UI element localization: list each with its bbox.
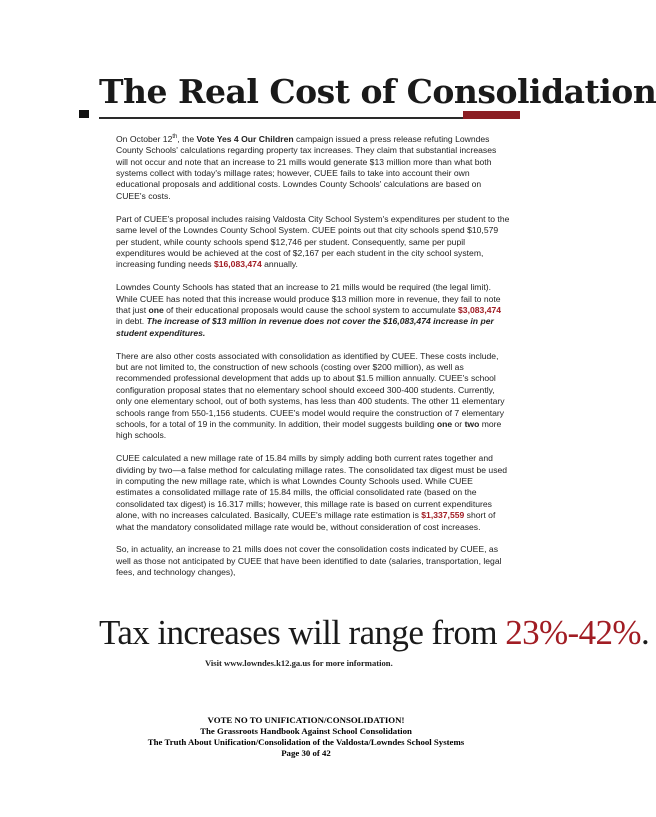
paragraph-3: Lowndes County Schools has stated that an increase to 21 mills would be required (the legal limit). While CUEE has noted that this increase would produce $13 million more in revenue, they fail to note that just one of their educational proposals would cause the school system to accumulate $3,083,474 in debt. The increase of $13 million in revenue does not cover the $16,083,474 increase in per student expenditures. bbox=[116, 282, 502, 338]
page-title: The Real Cost of Consolidation bbox=[99, 72, 656, 111]
emphasis-text: The increase of $13 million in revenue does not cover the $16,083,474 increase in per student expenditures. bbox=[116, 316, 494, 338]
page-number: Page 30 of 42 bbox=[281, 748, 331, 758]
amount-highlight: $3,083,474 bbox=[458, 304, 502, 315]
title-rule-accent bbox=[463, 111, 520, 119]
paragraph-6: So, in actuality, an increase to 21 mills does not cover the consolidation costs indicated by CUEE, as well as those not anticipated by CUEE that have been identified to date (salaries, transportation, legal fees, and technology changes), bbox=[116, 544, 502, 578]
title-rule-left bbox=[79, 110, 89, 118]
page-footer bbox=[0, 715, 612, 759]
headline-tax-increase: Tax increases will range from 23%-42%. bbox=[99, 613, 650, 652]
amount-highlight: $1,337,559 bbox=[421, 510, 465, 521]
paragraph-4: There are also other costs associated with consolidation as identified by CUEE. These costs include, but are not limited to, the construction of new schools (costing over $200 million), as well as recommended professional development that adds up to about $1.5 million annually. CUEE's school configuration proposal states that no elementary school should exceed 300-400 students. Currently, only one elementary school, out of both systems, has less than 400 students. The other 11 elementary schools range from 550-1,156 students. CUEE's model would require the construction of 7 elementary schools, for a total of 19 in the community. In addition, their model suggests building one or two more high schools. bbox=[116, 350, 505, 441]
paragraph-2: Part of CUEE's proposal includes raising Valdosta City School System's expenditures per student to the same level of the Lowndes County School System. CUEE points out that city schools spend $10,579 per student, while county schools spend $12,746 per student. Consequently, same per pupil expenditures would be achieved at the cost of $2,167 per each student in the city school system, increasing funding needs $16,083,474 annually. bbox=[116, 213, 510, 270]
tax-range: 23%-42% bbox=[505, 613, 641, 652]
visit-website-note: Visit www.lowndes.k12.ga.us for more information. bbox=[205, 658, 393, 668]
article-body bbox=[116, 132, 510, 590]
footer-line-1: VOTE NO TO UNIFICATION/CONSOLIDATION! bbox=[207, 715, 405, 725]
footer-line-2: The Grassroots Handbook Against School Consolidation bbox=[200, 726, 412, 736]
amount-highlight: $16,083,474 bbox=[213, 259, 262, 270]
footer-line-3: The Truth About Unification/Consolidation of the Valdosta/Lowndes School Systems bbox=[147, 737, 465, 747]
title-rule bbox=[99, 117, 463, 119]
paragraph-5: CUEE calculated a new millage rate of 15.84 mills by simply adding both current rates together and dividing by two—a false method for calculating millage rates. The consolidated tax digest must be used in computing the new millage rate, which is what Lowndes County Schools used. While CUEE estimates a consolidated millage rate of 15.84 mills, the official consolidated rate (based on the consolidated tax digest) is 16.317 mills; however, this millage rate is based on current expenditures alone, with no increases calculated. Basically, CUEE's millage rate estimation is $1,337,559 short of what the mandatory consolidated millage rate would be, without consideration of cost increases. bbox=[116, 453, 508, 532]
campaign-name: Vote Yes 4 Our Children bbox=[196, 133, 294, 144]
paragraph-1: On October 12th, the Vote Yes 4 Our Children campaign issued a press release refuting Lowndes County Schools' calculations regarding property tax increases. They claim that substantial increases will not occur and note that an increase to 21 mills would generate $13 million more than what both systems collect with today's millage rates; however, CUEE fails to take into account their own educational proposals and additional costs. Lowndes County Schools' calculations are based on CUEE's costs. bbox=[116, 133, 497, 201]
